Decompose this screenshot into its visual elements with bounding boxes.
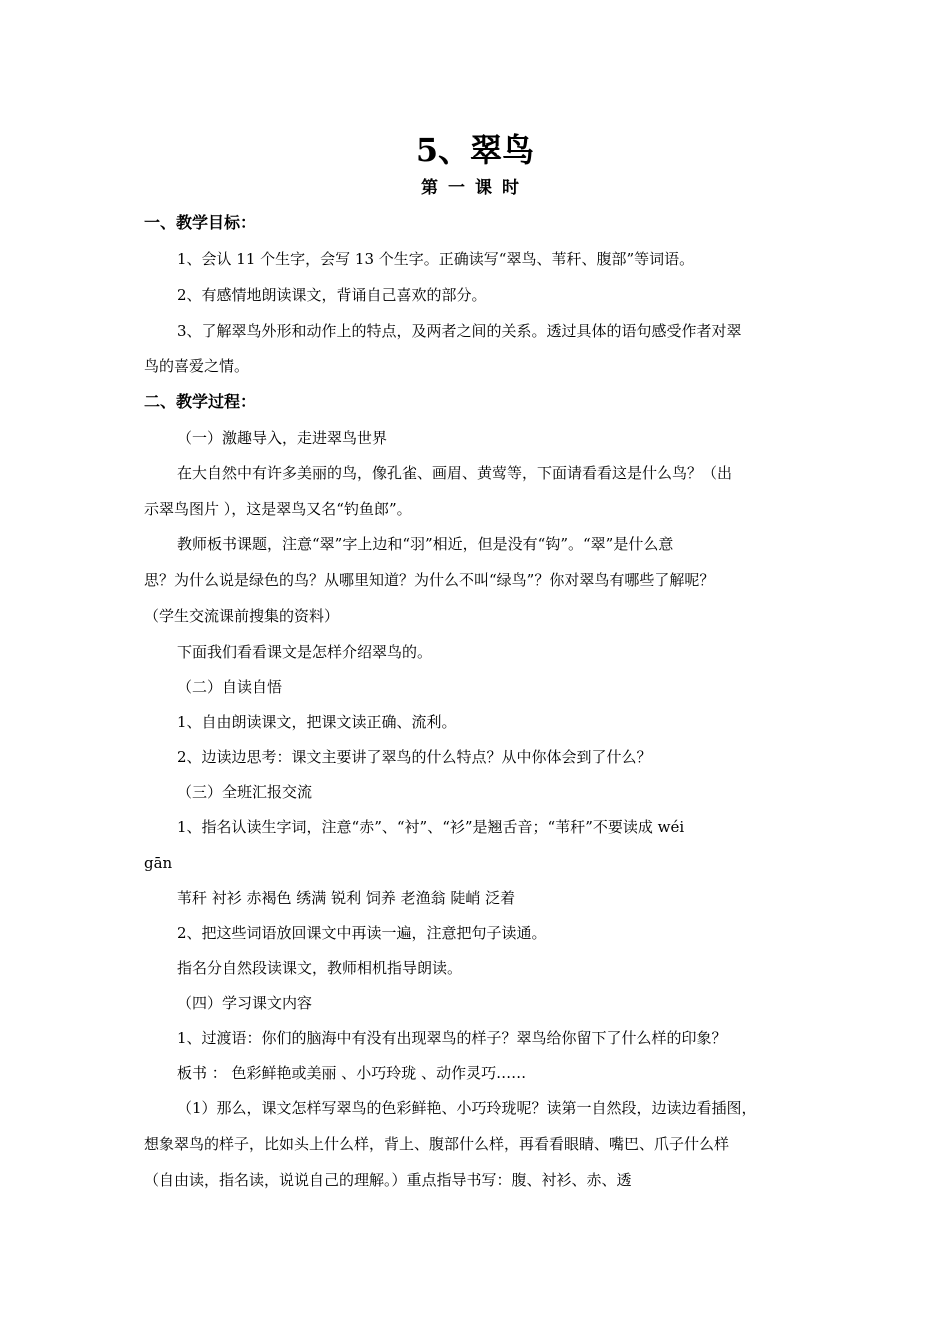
step-heading-1: （一）激趣导入，走进翠鸟世界 — [177, 429, 388, 447]
lesson-subtitle: 第一课时 — [421, 178, 529, 198]
list-item: 2、把这些词语放回课文中再读一遍，注意把句子读通。 — [177, 924, 547, 942]
list-item-cont: gān — [144, 854, 173, 872]
objective-item-1: 1、会认 11 个生字，会写 13 个生字。正确读写“翠鸟、苇秆、腹部”等词语。 — [177, 250, 695, 268]
step-heading-2: （二）自读自悟 — [177, 678, 283, 696]
paragraph-line: （1）那么，课文怎样写翠鸟的色彩鲜艳、小巧玲珑呢？读第一自然段，边读边看插图， — [177, 1099, 757, 1117]
objective-item-3-cont: 鸟的喜爱之情。 — [144, 357, 250, 375]
paragraph-line: 下面我们看看课文是怎样介绍翠鸟的。 — [177, 643, 433, 661]
step-heading-4: （四）学习课文内容 — [177, 994, 313, 1012]
paragraph-line: 示翠鸟图片 ），这是翠鸟又名“钓鱼郎”。 — [144, 500, 412, 518]
list-item: 1、自由朗读课文，把课文读正确、流利。 — [177, 713, 457, 731]
list-item: 1、过渡语：你们的脑海中有没有出现翠鸟的样子？翠鸟给你留下了什么样的印象？ — [177, 1029, 727, 1047]
paragraph-line: 教师板书课题，注意“翠”字上边和“羽”相近，但是没有“钩”。“翠”是什么意 — [177, 535, 674, 553]
section-heading-objectives: 一、教学目标： — [144, 213, 257, 232]
paragraph-line: （学生交流课前搜集的资料） — [144, 607, 340, 625]
list-item: 2、边读边思考：课文主要讲了翠鸟的什么特点？从中你体会到了什么？ — [177, 748, 652, 766]
paragraph-line: （自由读，指名读，说说自己的理解。）重点指导书写：腹、衬衫、赤、透 — [144, 1171, 632, 1189]
vocabulary-list: 苇秆 衬衫 赤褐色 绣满 锐利 饲养 老渔翁 陡峭 泛着 — [177, 889, 516, 907]
objective-item-3: 3、了解翠鸟外形和动作上的特点，及两者之间的关系。透过具体的语句感受作者对翠 — [177, 322, 742, 340]
paragraph-line: 在大自然中有许多美丽的鸟，像孔雀、画眉、黄莺等，下面请看看这是什么鸟？（出 — [177, 464, 733, 482]
list-item: 1、指名认读生字词，注意“赤”、“衬”、“衫”是翘舌音；“苇秆”不要读成 wéi — [177, 818, 685, 836]
paragraph-line: 思？为什么说是绿色的鸟？从哪里知道？为什么不叫“绿鸟”？你对翠鸟有哪些了解呢？ — [144, 571, 715, 589]
objective-item-2: 2、有感情地朗读课文，背诵自己喜欢的部分。 — [177, 286, 487, 304]
paragraph-line: 指名分自然段读课文，教师相机指导朗读。 — [177, 959, 463, 977]
step-heading-3: （三）全班汇报交流 — [177, 783, 313, 801]
section-heading-process: 二、教学过程： — [144, 392, 257, 411]
lesson-title: 5、翠鸟 — [415, 131, 535, 169]
paragraph-line: 想象翠鸟的样子，比如头上什么样，背上、腹部什么样，再看看眼睛、嘴巴、爪子什么样 — [144, 1135, 730, 1153]
blackboard-notes: 板书 ： 色彩鲜艳或美丽 、小巧玲珑 、动作灵巧…… — [177, 1064, 527, 1082]
